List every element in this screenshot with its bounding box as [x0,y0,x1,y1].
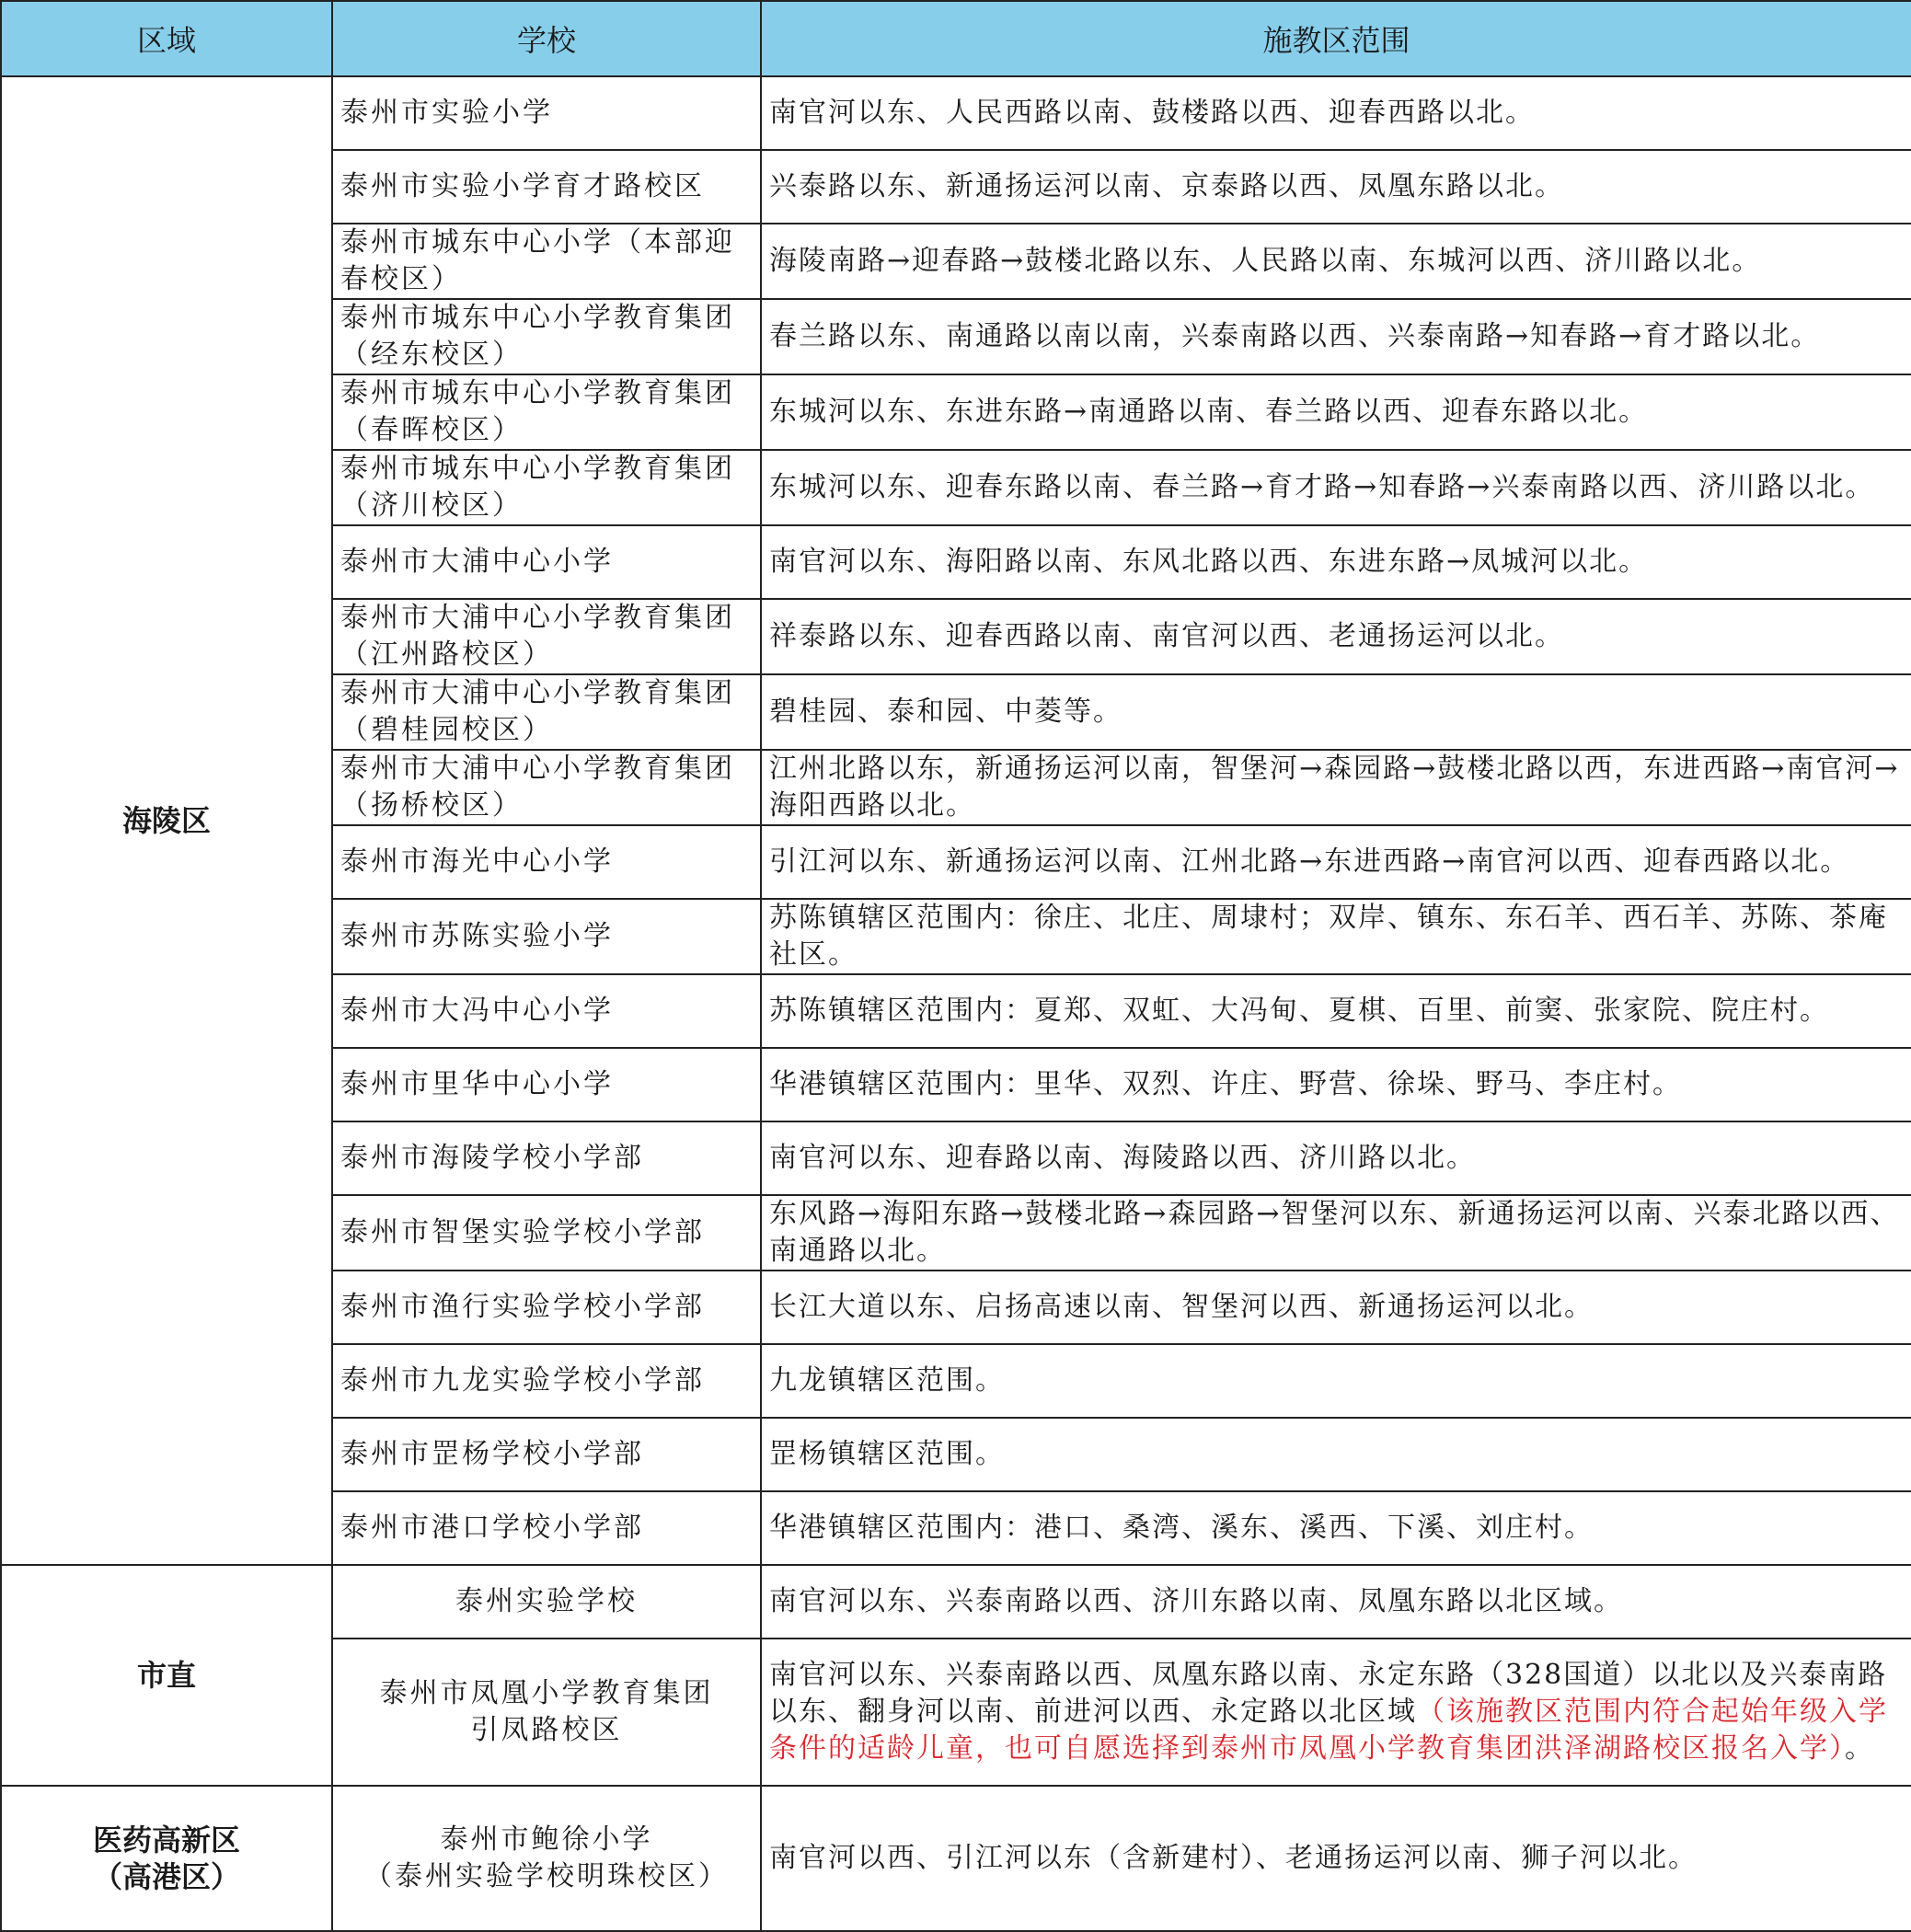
region-cell-shizhi: 市直 [1,1565,332,1786]
school-cell: 泰州市大浦中心小学教育集团（江州路校区） [332,599,761,674]
school-cell [332,1786,761,1931]
school-cell: 泰州市城东中心小学（本部迎春校区） [332,224,761,299]
scope-cell: 祥泰路以东、迎春西路以南、南官河以西、老通扬运河以北。 [761,599,1911,674]
school-cell: 泰州市城东中心小学教育集团（春晖校区） [332,374,761,450]
scope-note: （该施教区范围内符合起始年级入学条件的适龄儿童，也可自愿选择到泰州市凤凰小学教育集团洪泽湖路校区报名入学） [769,1696,1888,1765]
school-cell: 泰州市实验小学育才路校区 [332,150,761,224]
scope-cell: 南官河以东、海阳路以南、东风北路以西、东进东路→凤城河以北。 [761,525,1911,599]
school-cell: 泰州市海陵学校小学部 [332,1121,761,1195]
school-name-line1: 泰州市鲍徐小学 [440,1823,653,1856]
scope-cell: 江州北路以东，新通扬运河以南，智堡河→森园路→鼓楼北路以西，东进西路→南官河→海阳西路以北。 [761,750,1911,825]
scope-cell: 南官河以西、引江河以东（含新建村）、老通扬运河以南、狮子河以北。 [761,1786,1911,1931]
school-name-line1: 泰州市凤凰小学教育集团 [379,1677,714,1709]
table-row [1,1565,1911,1639]
school-cell: 泰州市海光中心小学 [332,825,761,899]
school-cell: 泰州市港口学校小学部 [332,1491,761,1565]
scope-text: 南官河以东、兴泰南路以西、凤凰东路以南、永定东路（328国道）以北以及兴泰南路以东、翻身河以南、前进河以西、永定路以北区域 [769,1659,1888,1728]
scope-cell: 九龙镇辖区范围。 [761,1344,1911,1418]
school-cell: 泰州市九龙实验学校小学部 [332,1344,761,1418]
scope-cell: 苏陈镇辖区范围内：夏郑、双虹、大冯甸、夏棋、百里、前窦、张家院、院庄村。 [761,974,1911,1048]
header-school: 学校 [332,1,761,76]
school-cell: 泰州市罡杨学校小学部 [332,1418,761,1491]
scope-cell: 兴泰路以东、新通扬运河以南、京泰路以西、凤凰东路以北。 [761,150,1911,224]
scope-cell: 罡杨镇辖区范围。 [761,1418,1911,1491]
scope-cell: 东城河以东、迎春东路以南、春兰路→育才路→知春路→兴泰南路以西、济川路以北。 [761,450,1911,525]
school-cell: 泰州市大冯中心小学 [332,974,761,1048]
header-scope: 施教区范围 [761,1,1911,76]
school-cell: 泰州市智堡实验学校小学部 [332,1195,761,1271]
school-cell: 泰州市大浦中心小学 [332,525,761,599]
school-cell: 泰州市苏陈实验小学 [332,899,761,974]
region-name-line1: 医药高新区 [92,1823,240,1857]
scope-cell [761,1639,1911,1786]
scope-cell: 东城河以东、东进东路→南通路以南、春兰路以西、迎春东路以北。 [761,374,1911,450]
table-row [1,76,1911,150]
school-cell: 泰州市里华中心小学 [332,1048,761,1121]
scope-cell: 碧桂园、泰和园、中菱等。 [761,674,1911,750]
scope-cell: 华港镇辖区范围内：港口、桑湾、溪东、溪西、下溪、刘庄村。 [761,1491,1911,1565]
school-name-line2: 引凤路校区 [470,1714,623,1746]
school-cell: 泰州市实验小学 [332,76,761,150]
scope-cell: 海陵南路→迎春路→鼓楼北路以东、人民路以南、东城河以西、济川路以北。 [761,224,1911,299]
school-cell: 泰州市城东中心小学教育集团（经东校区） [332,299,761,374]
table-row [1,1786,1911,1931]
region-cell-hailing: 海陵区 [1,76,332,1565]
header-row [1,1,1911,76]
school-cell: 泰州市渔行实验学校小学部 [332,1271,761,1344]
scope-cell: 春兰路以东、南通路以南以南，兴泰南路以西、兴泰南路→知春路→育才路以北。 [761,299,1911,374]
school-cell: 泰州市城东中心小学教育集团（济川校区） [332,450,761,525]
school-name-line2: （泰州实验学校明珠校区） [364,1860,729,1892]
scope-end: 。 [1845,1732,1874,1765]
region-name-line2: （高港区） [92,1859,240,1894]
header-region: 区域 [1,1,332,76]
scope-cell: 苏陈镇辖区范围内：徐庄、北庄、周埭村；双岸、镇东、东石羊、西石羊、苏陈、茶庵社区。 [761,899,1911,974]
scope-cell: 南官河以东、人民西路以南、鼓楼路以西、迎春西路以北。 [761,76,1911,150]
scope-cell: 华港镇辖区范围内：里华、双烈、许庄、野营、徐垛、野马、李庄村。 [761,1048,1911,1121]
scope-cell: 南官河以东、兴泰南路以西、济川东路以南、凤凰东路以北区域。 [761,1565,1911,1639]
scope-cell: 南官河以东、迎春路以南、海陵路以西、济川路以北。 [761,1121,1911,1195]
scope-cell: 东风路→海阳东路→鼓楼北路→森园路→智堡河以东、新通扬运河以南、兴泰北路以西、南通路以北。 [761,1195,1911,1271]
scope-cell: 长江大道以东、启扬高速以南、智堡河以西、新通扬运河以北。 [761,1271,1911,1344]
school-cell: 泰州实验学校 [332,1565,761,1639]
school-cell: 泰州市大浦中心小学教育集团（碧桂园校区） [332,674,761,750]
school-cell [332,1639,761,1786]
scope-cell: 引江河以东、新通扬运河以南、江州北路→东进西路→南官河以西、迎春西路以北。 [761,825,1911,899]
region-cell-yiyao [1,1786,332,1931]
school-cell: 泰州市大浦中心小学教育集团（扬桥校区） [332,750,761,825]
